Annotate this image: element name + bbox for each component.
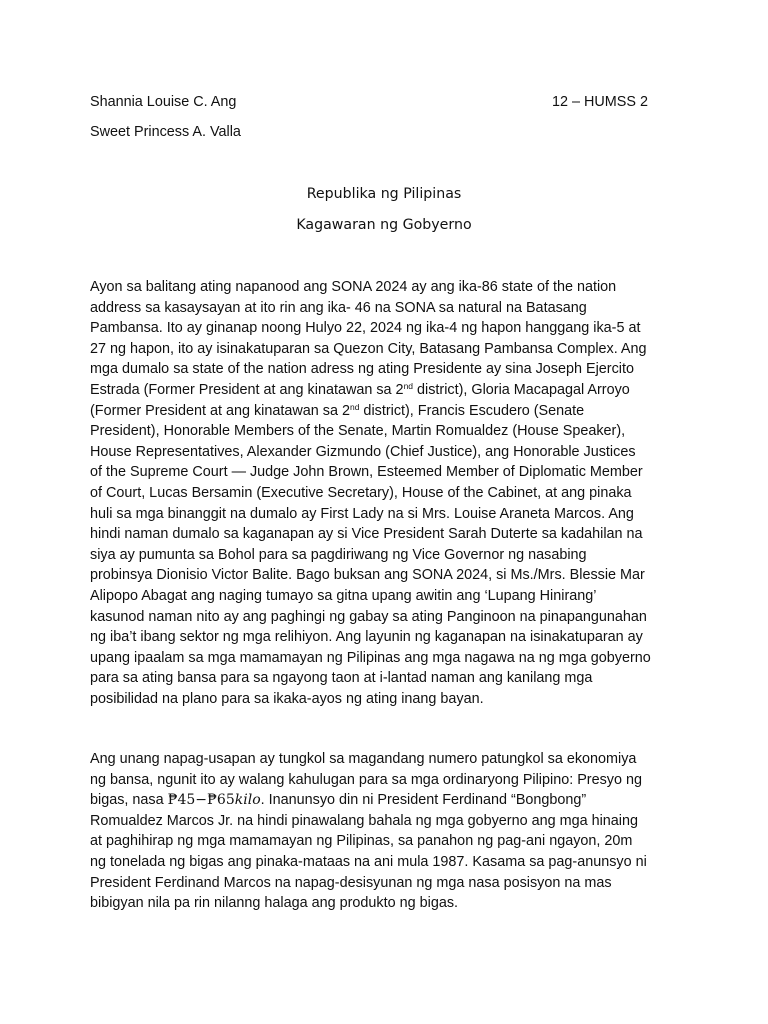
rice-price-formula — [168, 792, 261, 808]
grade-section-label: 12 – HUMSS 2 — [552, 94, 648, 110]
ordinal-suffix: nd — [349, 401, 360, 412]
paragraph-line: mga dumalo sa state of the nation adress ng ating Presidente ay sina Joseph Ejercito — [90, 361, 634, 378]
paragraph-line: posibilidad na plano para sa ikaka-ayos ng ating inang bayan. — [90, 690, 484, 707]
paragraph-line: Ayon sa balitang ating napanood ang SONA 2024 ay ang ika-86 state of the nation — [90, 279, 617, 295]
line-text: district), Francis Escudero (Senate — [359, 402, 585, 419]
line-text: (Former President at ang kinatawan sa 2 — [90, 402, 350, 419]
body-paragraph-2 — [90, 749, 682, 914]
paragraph-line: bibigyan nila pa rin nilanng halaga ang produkto ng bigas. — [90, 895, 459, 912]
line-text: bigas, nasa — [90, 792, 168, 809]
paragraph-line: of the Supreme Court — Judge John Brown, Esteemed Member of Diplomatic Member — [90, 464, 643, 481]
paragraph-line: Alipopo Abagat ang naging tumayo sa gitna upang awitin ang ‘Lupang Hinirang’ — [90, 587, 597, 604]
body-paragraph-1 — [90, 277, 682, 709]
paragraph-line: 27 ng hapon, ito ay isinakatuparan sa Quezon City, Batasang Pambansa Complex. Ang — [90, 340, 647, 357]
paragraph-line: House Representatives, Alexander Gizmundo (Chief Justice), ang Honorable Justices — [90, 443, 636, 460]
paragraph-line: siya ay pumunta sa Bohol para sa pagdiriwang ng Vice Governor ng nasabing — [90, 546, 587, 563]
author-name-2: Sweet Princess A. Valla — [90, 124, 241, 140]
paragraph-line — [90, 380, 682, 401]
paragraph-line: Pambansa. Ito ay ginanap noong Hulyo 22, 2024 ng ika-4 ng hapon hanggang ika-5 at — [90, 320, 641, 337]
paragraph-line: ng iba’t ibang sektor ng mga relihiyon. Ang layunin ng kaganapan na isinakatuparan ay — [90, 629, 643, 646]
paragraph-line: ng tonelada ng bigas ang pinaka-mataas na ani mula 1987. Kasama sa pag-anunsyo ni — [90, 853, 647, 870]
line-text: . Inanunsyo din ni President Ferdinand “Bongbong” — [260, 792, 587, 809]
paragraph-line: address sa kasaysayan at ito rin ang ika- 46 na SONA sa natural na Batasang — [90, 299, 587, 316]
line-text: Estrada (Former President at ang kinatawan sa 2 — [90, 381, 404, 398]
paragraph-line: President), Honorable Members of the Senate, Martin Romualdez (House Speaker), — [90, 423, 626, 440]
paragraph-line: President Ferdinand Marcos na napag-desisyunan ng mga nasa posisyon na mas — [90, 874, 612, 891]
price-unit: kilo — [234, 792, 261, 809]
paragraph-line: hindi naman dumalo sa kaganapan ay si Vice President Sarah Duterte sa kadahilan na — [90, 526, 643, 543]
paragraph-line: probinsya Dionisio Victor Balite. Bago buksan ang SONA 2024, si Ms./Mrs. Blessie Mar — [90, 567, 645, 584]
paragraph-line: ng bansa, ngunit ito ay walang kahulugan para sa mga ordinaryong Pilipino: Presyo ng — [90, 771, 643, 788]
ordinal-suffix: nd — [403, 380, 414, 391]
paragraph-line — [90, 401, 682, 422]
paragraph-line: at paghihirap ng mga mamamayan ng Pilipinas, sa panahon ng pag-ani ngayon, 20m — [90, 833, 633, 850]
document-title: Republika ng Pilipinas — [306, 186, 462, 202]
paragraph-line: huli sa mga binanggit na dumalo ay First Lady na si Mrs. Louise Araneta Marcos. Ang — [90, 505, 634, 522]
document-subtitle: Kagawaran ng Gobyerno — [296, 217, 472, 233]
paragraph-line: of Court, Lucas Bersamin (Executive Secretary), House of the Cabinet, at ang pinaka — [90, 484, 632, 501]
author-name-1: Shannia Louise C. Ang — [90, 94, 237, 110]
paragraph-line: Romualdez Marcos Jr. na hindi pinawalang bahala ng mga gobyerno ang mga hinaing — [90, 812, 638, 829]
paragraph-line: para sa ating bansa para sa ngayong taon at i-lantad naman ang kanilang mga — [90, 670, 593, 687]
price-range: ₱45−₱65 — [167, 792, 235, 809]
paragraph-line: Ang unang napag-usapan ay tungkol sa magandang numero patungkol sa ekonomiya — [90, 751, 637, 767]
paragraph-line — [90, 790, 682, 811]
paragraph-line: kasunod naman nito ay ang paghingi ng gabay sa ating Panginoon na pinapangunahan — [90, 608, 647, 625]
paragraph-line: upang ipaalam sa mga mamamayan ng Pilipinas ang mga nagawa na ng mga gobyerno — [90, 649, 651, 666]
line-text: district), Gloria Macapagal Arroyo — [413, 381, 630, 398]
